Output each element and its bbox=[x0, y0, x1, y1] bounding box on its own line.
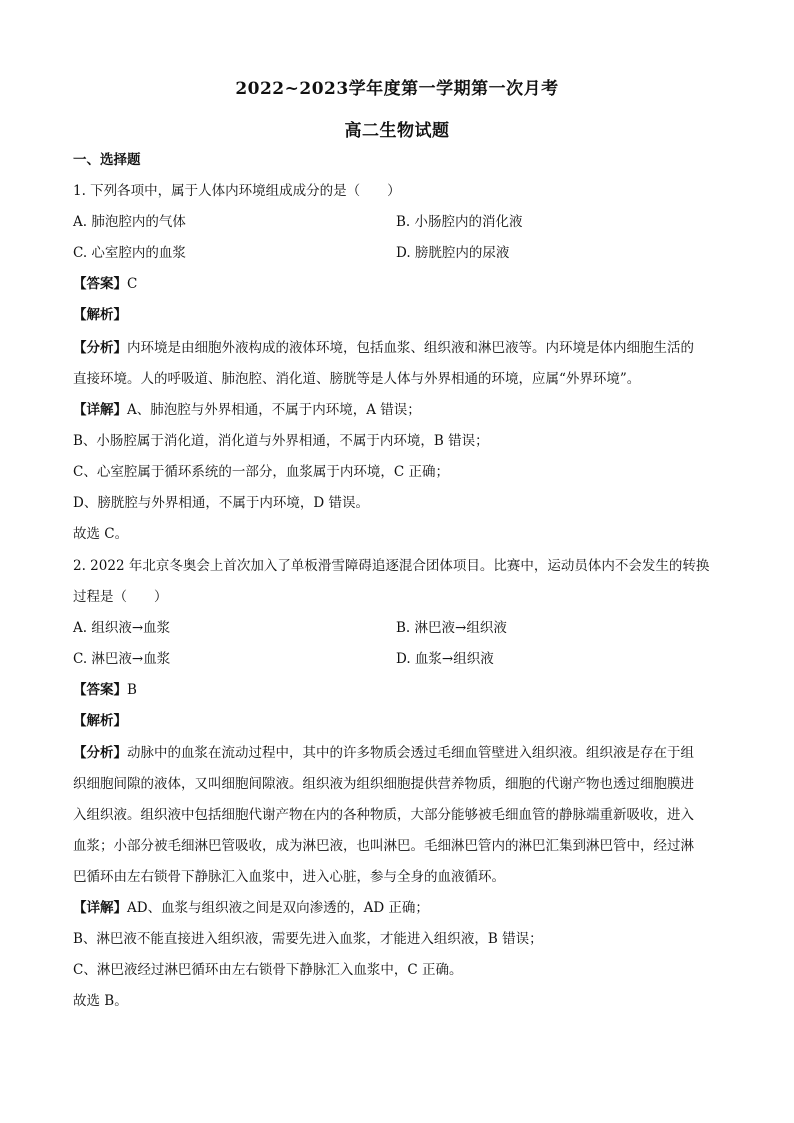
q2-answer-tag: 【答案】 bbox=[73, 682, 127, 698]
q1-xiangjie-line-1 bbox=[73, 400, 723, 420]
q1-option-b: B. 小肠腔内的消化液 bbox=[396, 214, 523, 230]
q1-option-d: D. 膀胱腔内的尿液 bbox=[396, 245, 510, 261]
q1-option-c: C. 心室腔内的血浆 bbox=[73, 245, 186, 261]
q1-xiangjie-line-4: D、膀胱腔与外界相通，不属于内环境，D 错误。 bbox=[73, 495, 369, 511]
exam-subtitle: 高二生物试题 bbox=[344, 121, 450, 141]
q2-option-d: D. 血浆→组织液 bbox=[396, 651, 494, 667]
q2-xiangjie-line-2: B、淋巴液不能直接进入组织液，需要先进入血浆，才能进入组织液，B 错误； bbox=[73, 931, 543, 947]
q1-stem: 1. 下列各项中，属于人体内环境组成成分的是（ ） bbox=[73, 183, 401, 199]
q1-analysis-tag: 【解析】 bbox=[73, 307, 127, 323]
q1-fenxi-line-1 bbox=[73, 338, 723, 358]
q1-answer-tag: 【答案】 bbox=[73, 276, 127, 292]
q1-answer-line bbox=[73, 274, 723, 294]
q2-fenxi-line-2: 织细胞间隙的液体，又叫细胞间隙液。组织液为组织细胞提供营养物质，细胞的代谢产物也透过细胞膜进 bbox=[73, 776, 694, 792]
q2-xiangjie-tag: 【详解】 bbox=[73, 900, 127, 916]
q2-xiangjie-text-1: AD、血浆与组织液之间是双向渗透的，AD 正确； bbox=[127, 900, 429, 916]
q2-conclusion: 故选 B。 bbox=[73, 993, 128, 1009]
q2-option-a: A. 组织液→血浆 bbox=[73, 620, 171, 636]
q2-option-b: B. 淋巴液→组织液 bbox=[396, 620, 507, 636]
q1-fenxi-tag: 【分析】 bbox=[73, 340, 127, 356]
exam-title: 2022~2023学年度第一学期第一次月考 bbox=[235, 79, 559, 99]
q1-fenxi-line-2: 直接环境。人的呼吸道、肺泡腔、消化道、膀胱等是人体与外界相通的环境，应属“外界环境”。 bbox=[73, 371, 641, 387]
q2-xiangjie-line-3: C、淋巴液经过淋巴循环由左右锁骨下静脉汇入血浆中，C 正确。 bbox=[73, 962, 463, 978]
q1-fenxi-text-1: 内环境是由细胞外液构成的液体环境，包括血浆、组织液和淋巴液等。内环境是体内细胞生活的 bbox=[127, 340, 694, 356]
q2-stem-line-1: 2. 2022 年北京冬奥会上首次加入了单板滑雪障碍追逐混合团体项目。比赛中，运动员体内不会发生的转换 bbox=[73, 558, 710, 574]
q2-fenxi-tag: 【分析】 bbox=[73, 745, 127, 761]
q1-xiangjie-line-2: B、小肠腔属于消化道，消化道与外界相通，不属于内环境，B 错误； bbox=[73, 433, 489, 449]
q2-answer: B bbox=[127, 682, 137, 698]
q2-fenxi-line-3: 入组织液。组织液中包括细胞代谢产物在内的各种物质，大部分能够被毛细血管的静脉端重新吸收，进入 bbox=[73, 807, 694, 823]
q2-fenxi-text-1: 动脉中的血浆在流动过程中，其中的许多物质会透过毛细血管壁进入组织液。组织液是存在于组 bbox=[127, 745, 694, 761]
q2-option-c: C. 淋巴液→血浆 bbox=[73, 651, 171, 667]
q2-fenxi-line-1 bbox=[73, 743, 723, 763]
q2-stem-line-2: 过程是（ ） bbox=[73, 589, 168, 605]
q1-xiangjie-text-1: A、肺泡腔与外界相通，不属于内环境，A 错误； bbox=[127, 402, 421, 418]
q1-xiangjie-line-3: C、心室腔属于循环系统的一部分，血浆属于内环境，C 正确； bbox=[73, 464, 449, 480]
q2-analysis-tag: 【解析】 bbox=[73, 713, 127, 729]
q2-fenxi-line-5: 巴循环由左右锁骨下静脉汇入血浆中，进入心脏，参与全身的血液循环。 bbox=[73, 869, 505, 885]
q1-conclusion: 故选 C。 bbox=[73, 526, 129, 542]
q2-xiangjie-line-1 bbox=[73, 898, 723, 918]
section-heading: 一、选择题 bbox=[73, 152, 141, 168]
q2-fenxi-line-4: 血浆；小部分被毛细淋巴管吸收，成为淋巴液，也叫淋巴。毛细淋巴管内的淋巴汇集到淋巴管中，经过淋 bbox=[73, 838, 694, 854]
q1-answer: C bbox=[127, 276, 138, 292]
q1-xiangjie-tag: 【详解】 bbox=[73, 402, 127, 418]
q2-answer-line bbox=[73, 680, 723, 700]
q1-option-a: A. 肺泡腔内的气体 bbox=[73, 214, 186, 230]
